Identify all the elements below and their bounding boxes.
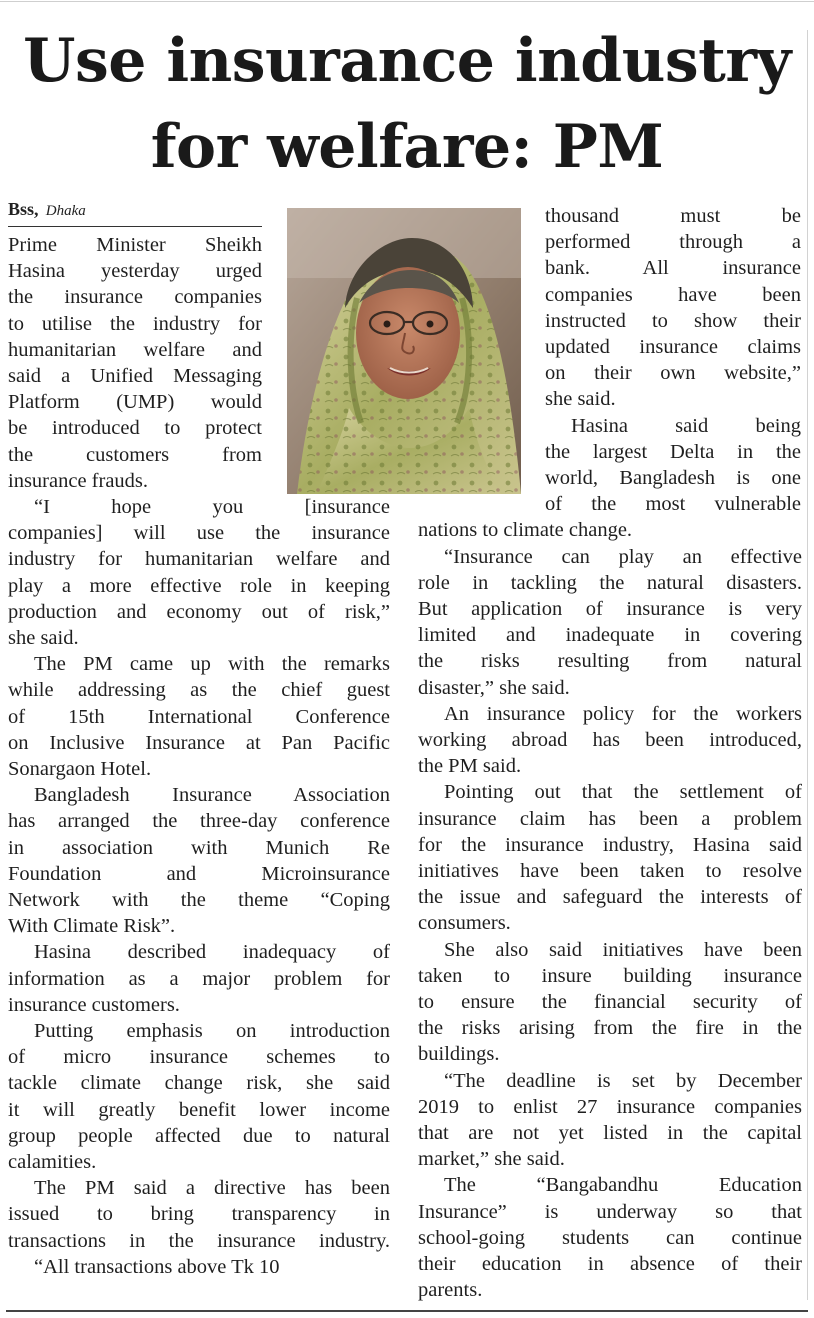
article-line: of micro insurance schemes to — [8, 1046, 390, 1069]
article-line: information as a major problem for — [8, 967, 390, 990]
article-line: She also said initiatives have been — [444, 938, 802, 961]
headline-line-2: for welfare: PM — [150, 112, 664, 182]
article-line: of 15th International Conference — [8, 705, 390, 728]
article-line: disaster,” she said. — [418, 676, 570, 699]
article-line: market,” she said. — [418, 1148, 565, 1171]
top-rule — [0, 1, 814, 2]
article-line: Hasina described inadequacy of — [34, 941, 390, 964]
byline-agency: Bss, — [8, 199, 39, 219]
article-line: Platform (UMP) would — [8, 391, 262, 414]
headline-line-1: Use insurance industry — [23, 26, 791, 96]
article-line: nations to climate change. — [418, 519, 633, 542]
article-line: The PM said a directive has been — [34, 1177, 390, 1200]
portrait-photo-icon — [287, 208, 521, 494]
article-line: she said. — [8, 627, 79, 649]
article-line: play a more effective role in keeping — [8, 574, 390, 597]
article-line: tackle climate change risk, she said — [8, 1072, 390, 1095]
article-line: updated insurance claims — [545, 336, 801, 358]
article-line: Hasina said being — [571, 414, 801, 437]
article-line: while addressing as the chief guest — [8, 679, 390, 702]
article-line: Hasina yesterday urged — [8, 260, 262, 283]
article-line: on Inclusive Insurance at Pan Pacific — [8, 731, 390, 754]
article-line: instructed to show their — [545, 309, 801, 332]
article-line: buildings. — [418, 1043, 500, 1066]
article-line: The “Bangabandhu Education — [444, 1174, 802, 1197]
article-line: be introduced to protect — [8, 417, 262, 440]
portrait-photo — [287, 208, 521, 494]
article-line: performed through a — [545, 231, 801, 254]
article-line: has arranged the three-day conference — [8, 810, 390, 833]
article-line: Network with the theme “Coping — [8, 889, 390, 911]
headline — [0, 18, 814, 190]
article-line: consumers. — [418, 912, 511, 935]
article-line: production and economy out of risk,” — [8, 600, 390, 623]
article-line: group people affected due to natural — [8, 1124, 390, 1147]
article-line: thousand must be — [545, 205, 801, 227]
article-line: the risks resulting from natural — [418, 650, 802, 673]
byline-place: Dhaka — [45, 203, 86, 219]
article-line: “I hope you [insurance — [34, 496, 390, 518]
article-line: the risks arising from the fire in the — [418, 1017, 802, 1040]
article-line: Bangladesh Insurance Association — [34, 784, 390, 807]
article-line: in association with Munich Re — [8, 836, 390, 859]
article-line: parents. — [418, 1279, 483, 1302]
article-line: the PM said. — [418, 755, 522, 778]
article-line: “The deadline is set by December — [444, 1069, 802, 1092]
article-line: An insurance policy for the workers — [444, 702, 802, 725]
article-line: But application of insurance is very — [418, 598, 802, 620]
article-line: Sonargaon Hotel. — [8, 758, 152, 780]
article-line: that are not yet listed in the capital — [418, 1122, 802, 1144]
article-line: she said. — [545, 388, 616, 411]
article-line: Foundation and Microinsurance — [8, 862, 390, 885]
article-line: working abroad has been introduced, — [418, 729, 802, 751]
article-line: bank. All insurance — [545, 257, 801, 280]
article-line: companies] will use the insurance — [8, 522, 390, 545]
article-line: companies have been — [545, 283, 801, 306]
article-line: “Insurance can play an effective — [444, 545, 802, 568]
article-line: limited and inadequate in covering — [418, 624, 802, 647]
article-line: the issue and safeguard the interests of — [418, 886, 802, 909]
article-line: humanitarian welfare and — [8, 338, 262, 361]
article-line: to utilise the industry for — [8, 312, 262, 335]
article-line: the insurance companies — [8, 286, 262, 309]
article-line: Prime Minister Sheikh — [8, 234, 262, 256]
article-line: issued to bring transparency in — [8, 1203, 390, 1226]
bottom-rule — [6, 1310, 808, 1312]
article-line: said a Unified Messaging — [8, 365, 262, 387]
article-line: of the most vulnerable — [545, 493, 801, 516]
article-line: calamities. — [8, 1151, 97, 1173]
article-line: initiatives have been taken to resolve — [418, 860, 802, 882]
article-line: “All transactions above Tk 10 — [34, 1255, 280, 1278]
article-line: the largest Delta in the — [545, 440, 801, 463]
article-line: their education in absence of their — [418, 1253, 802, 1275]
column-edge — [807, 30, 808, 1300]
article-line: taken to insure building insurance — [418, 964, 802, 987]
article-line: the customers from — [8, 443, 262, 466]
article-line: role in tackling the natural disasters. — [418, 571, 802, 594]
article-line: transactions in the insurance industry. — [8, 1229, 390, 1252]
article-line: for the insurance industry, Hasina said — [418, 833, 802, 856]
article-line: With Climate Risk”. — [8, 915, 176, 938]
article-line: world, Bangladesh is one — [545, 467, 801, 489]
byline-rule — [8, 226, 262, 227]
article-line: insurance frauds. — [8, 469, 149, 492]
article-line: to ensure the financial security of — [418, 991, 802, 1013]
article-line: 2019 to enlist 27 insurance companies — [418, 1095, 802, 1118]
article-line: insurance claim has been a problem — [418, 807, 802, 830]
article-line: school-going students can continue — [418, 1226, 802, 1249]
byline — [8, 199, 86, 220]
article-line: insurance customers. — [8, 993, 180, 1016]
article-line: The PM came up with the remarks — [34, 653, 390, 676]
article-line: Putting emphasis on introduction — [34, 1020, 390, 1042]
article-line: Pointing out that the settlement of — [444, 781, 802, 804]
article-line: it will greatly benefit lower income — [8, 1098, 390, 1121]
article-line: industry for humanitarian welfare and — [8, 548, 390, 571]
article-line: on their own website,” — [545, 362, 801, 385]
article-line: Insurance” is underway so that — [418, 1200, 802, 1223]
